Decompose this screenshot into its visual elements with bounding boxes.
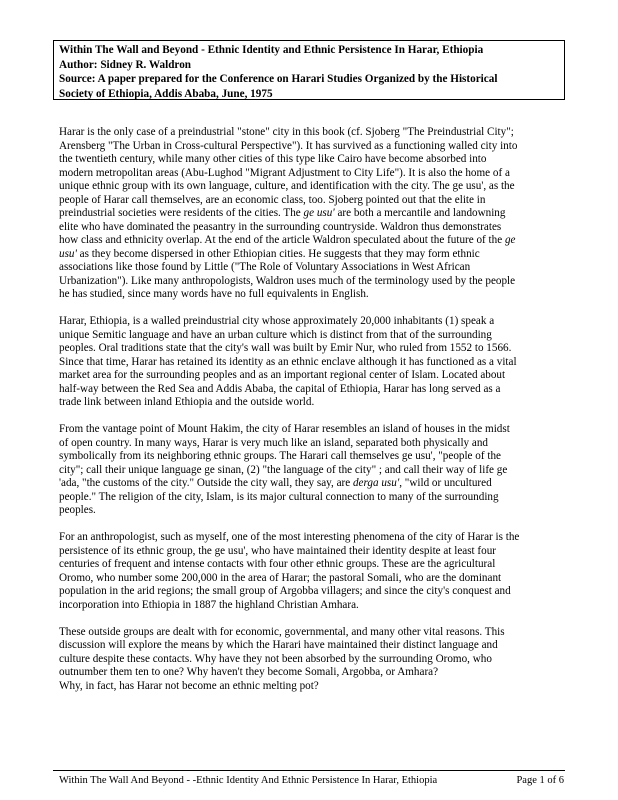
footer-title: Within The Wall And Beyond - -Ethnic Identity And Ethnic Persistence In Harar, Ethiopia xyxy=(59,775,438,786)
paragraph-harar-overview xyxy=(59,315,569,410)
footer-divider xyxy=(53,770,565,771)
text-run: , "wild or uncultured xyxy=(399,477,492,489)
text-line xyxy=(59,477,569,491)
paragraph-intro xyxy=(59,126,569,302)
text-line: symbolically from its neighboring ethnic groups. The Harari call themselves ge usu', "people of the xyxy=(59,450,501,462)
text-line: Since that time, Harar has retained its identity as an ethnic enclave although it has functioned as a vital xyxy=(59,355,517,368)
page-footer xyxy=(59,774,564,787)
text-line: For an anthropologist, such as myself, one of the most interesting phenomena of the city of Harar is the xyxy=(59,531,520,543)
text-line: population in the arid regions; the small group of Argobba villagers; and since the city's conquest and xyxy=(59,585,511,597)
text-line: These outside groups are dealt with for economic, governmental, and many other vital reasons. This xyxy=(59,625,505,638)
text-line xyxy=(59,248,569,262)
text-run: how class and ethnicity overlap. At the end of the article Waldron speculated about the future of the xyxy=(59,234,505,246)
text-line: culture despite these contacts. Why have they not been absorbed by the surrounding Oromo, who xyxy=(59,652,492,665)
document-body xyxy=(59,126,569,707)
italic-term: ge xyxy=(504,234,516,246)
italic-term: ge usu' xyxy=(303,207,335,219)
text-line: From the vantage point of Mount Hakim, the city of Harar resembles an island of houses in the midst xyxy=(59,423,510,435)
text-line: modern metropolitan areas (Abu-Lughod "Migrant Adjustment to City Life"). It is also the home of a xyxy=(59,166,510,179)
header-source-line-2: Society of Ethiopia, Addis Ababa, June, 1975 xyxy=(59,87,273,100)
text-line: Oromo, who number some 200,000 in the area of Harar; the pastoral Somali, who are the dominant xyxy=(59,571,502,584)
text-run: 'ada, "the customs of the city." Outside the city wall, they say, are xyxy=(59,477,353,489)
text-line xyxy=(59,207,569,221)
text-line: of open country. In many ways, Harar is very much like an island, separated both physically and xyxy=(59,436,488,449)
text-line xyxy=(59,234,569,248)
text-line: persistence of its ethnic group, the ge usu', who have maintained their identity despite at least four xyxy=(59,544,496,557)
text-line: discussion will explore the means by which the Harari have maintained their distinct language and xyxy=(59,639,498,651)
text-line: unique ethnic group with its own language, culture, and identification with the city. The ge usu', as the xyxy=(59,180,515,192)
text-line: Harar is the only case of a preindustrial "stone" city in this book (cf. Sjoberg "The Preindustrial City"; xyxy=(59,126,514,138)
header-author: Author: Sidney R. Waldron xyxy=(59,58,192,71)
text-line: people of Harar call themselves, are an economic class, too. Sjoberg pointed out that the elite in xyxy=(59,193,486,206)
paragraph-ethnic-persistence xyxy=(59,531,569,612)
text-run: as they become dispersed in other Ethiopian cities. He suggests that they may form ethnic xyxy=(76,247,480,260)
text-run: are both a mercantile and landowning xyxy=(334,207,506,219)
text-line: centuries of frequent and intense contacts with four other ethnic groups. These are the agricultural xyxy=(59,558,496,570)
text-line: the twentieth century, while many other cities of this type like Cairo have become absorbed into xyxy=(59,153,487,165)
header-title: Within The Wall and Beyond - Ethnic Identity and Ethnic Persistence In Harar, Ethiopia xyxy=(59,44,484,56)
text-line: elite who have dominated the peasantry in the surrounding countryside. Waldron thus demonstrates xyxy=(59,220,502,233)
text-line: Urbanization"). Like many anthropologists, Waldron uses much of the terminology used by the people xyxy=(59,274,516,287)
text-line: unique Semitic language and have an urban culture which is distinct from that of the surrounding xyxy=(59,328,492,341)
document-header xyxy=(53,40,565,100)
text-line: peoples. Oral traditions state that the city's wall was built by Emir Nur, who ruled from 1552 to 1566. xyxy=(59,342,512,354)
page-number: Page 1 of 6 xyxy=(516,775,564,786)
paragraph-mount-hakim xyxy=(59,423,569,518)
text-line: people." The religion of the city, Islam, is its major cultural connection to many of the surrounding xyxy=(59,490,499,503)
text-run: preindustrial societies were residents of the cities. The xyxy=(59,207,304,219)
text-line: incorporation into Ethiopia in 1887 the highland Christian Amhara. xyxy=(59,598,359,611)
text-line: trade link between inland Ethiopia and the outside world. xyxy=(59,396,315,408)
header-source-line-1: Source: A paper prepared for the Conference on Harari Studies Organized by the Historical xyxy=(59,73,498,86)
text-line: Arensberg "The Urban in Cross-cultural Perspective"). It has survived as a functioning walled city into xyxy=(59,139,518,152)
text-line: Harar, Ethiopia, is a walled preindustrial city whose approximately 20,000 inhabitants (1) speak a xyxy=(59,315,495,327)
italic-term: derga usu' xyxy=(352,477,400,489)
text-line: city"; call their unique language ge sinan, (2) "the language of the city" ; and call their way of life ge xyxy=(59,463,508,476)
text-line: market area for the surrounding peoples and as an important regional center of Islam. Located about xyxy=(59,369,506,381)
text-line: associations like those found by Little ("The Role of Voluntary Associations in West African xyxy=(59,261,471,273)
text-line: Why, in fact, has Harar not become an ethnic melting pot? xyxy=(59,679,319,692)
italic-term: usu' xyxy=(59,247,77,260)
text-line: outnumber them ten to one? Why haven't they become Somali, Argobba, or Amhara? xyxy=(59,666,439,678)
text-line: peoples. xyxy=(59,504,96,516)
text-line: he has studied, since many words have no full equivalents in English. xyxy=(59,288,369,300)
text-line: half-way between the Red Sea and Addis Ababa, the capital of Ethiopia, Harar has long served as a xyxy=(59,382,501,395)
paragraph-outside-groups xyxy=(59,626,569,694)
